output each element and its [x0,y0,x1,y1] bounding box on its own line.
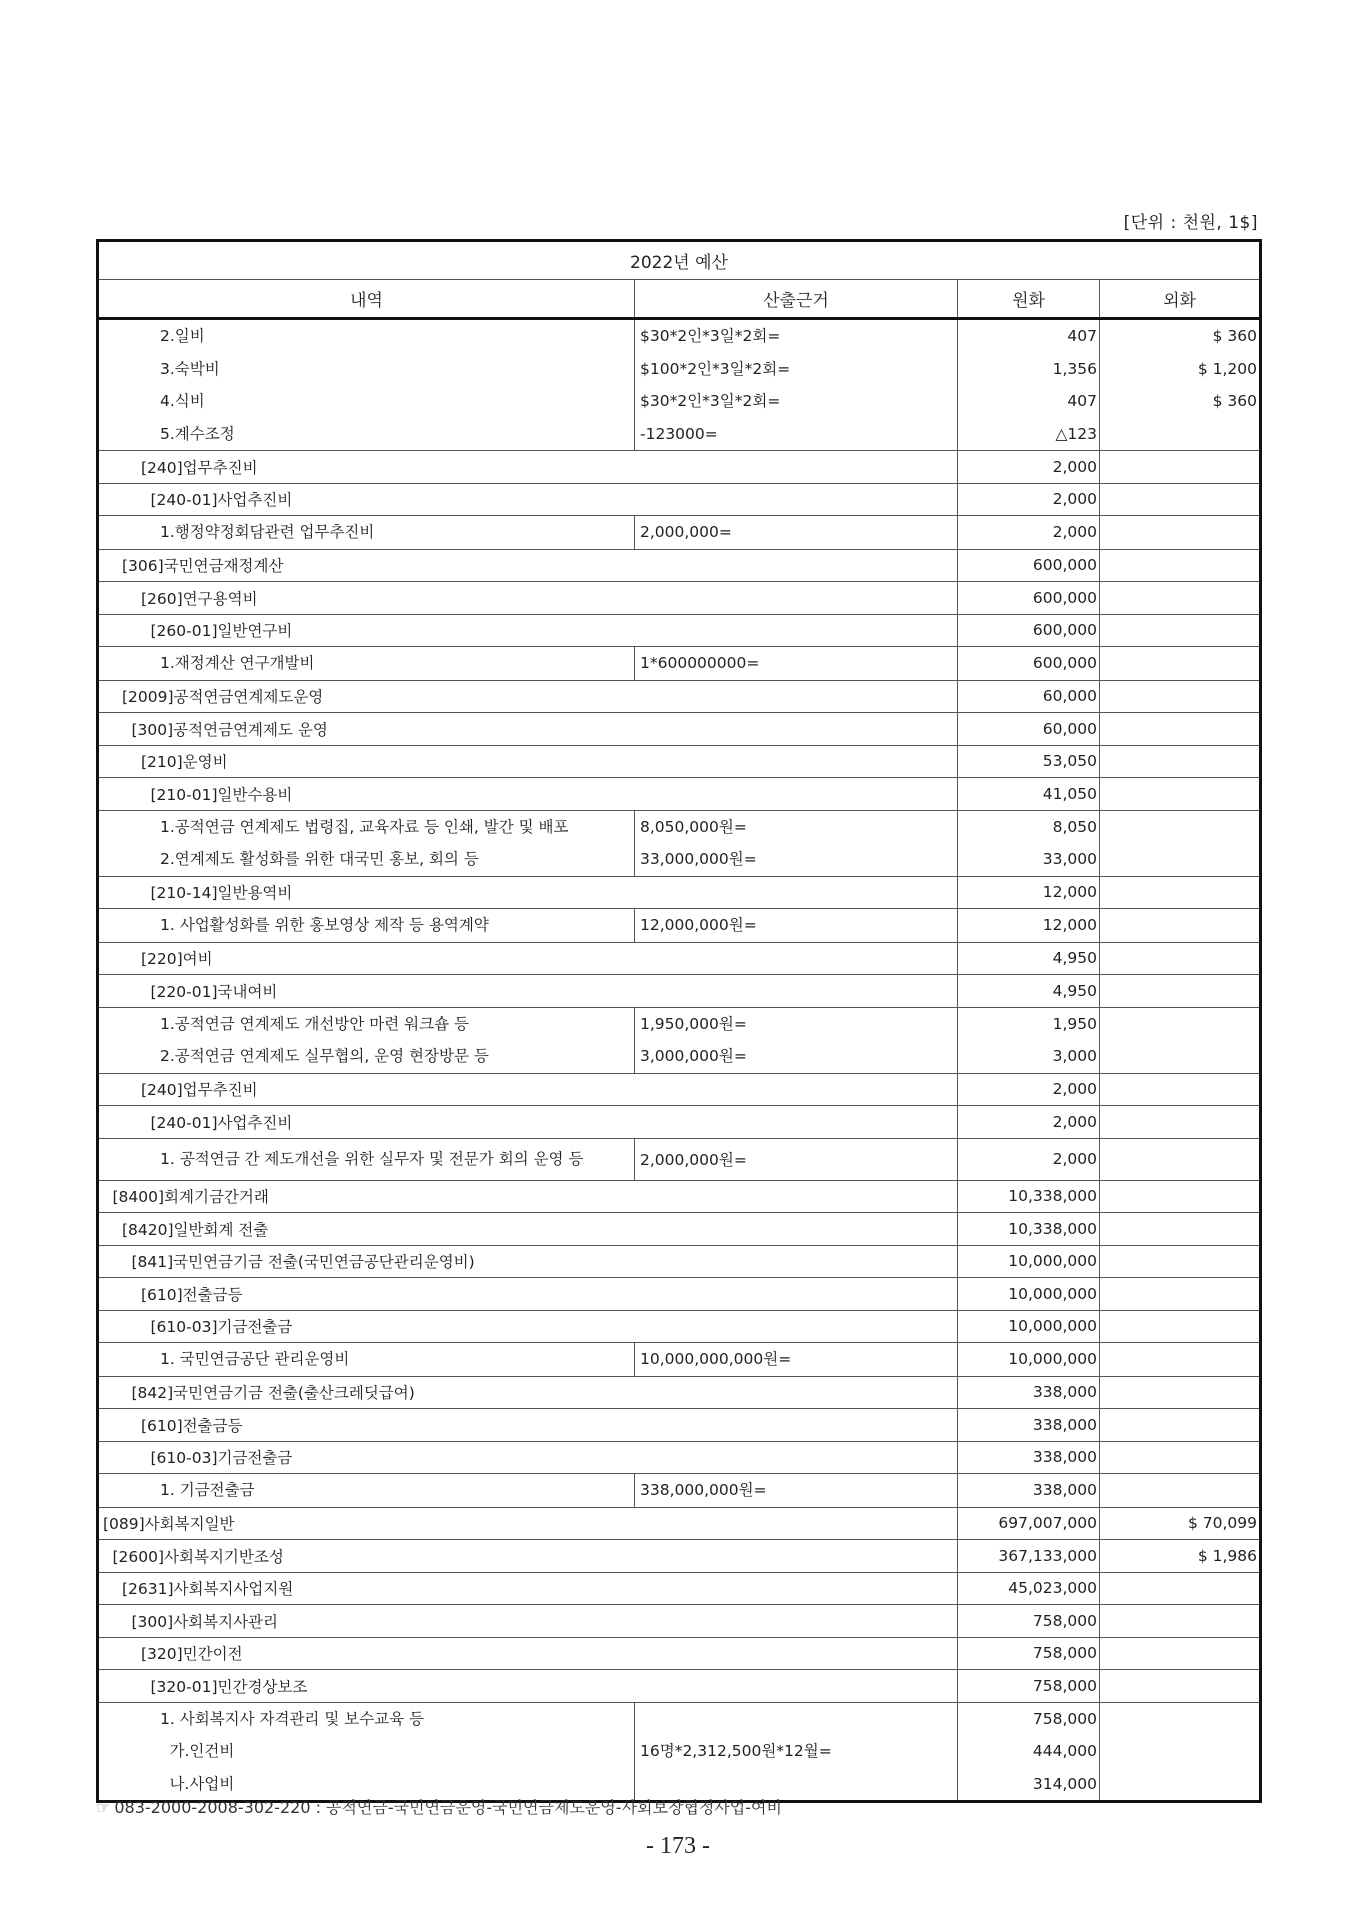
foreign-amount [1100,713,1261,746]
krw-amount: 10,000,000 [958,1310,1100,1343]
item-name: [220]여비 [98,942,958,975]
krw-amount: 33,000 [1042,850,1097,868]
item-name: 1.공적연금 연계제도 개선방안 마련 워크숍 등 [160,1014,469,1033]
foreign-amount [1100,1605,1261,1638]
krw-amount: 10,338,000 [958,1180,1100,1213]
krw-amount: 10,000,000 [1008,1350,1097,1368]
krw-amount: 2,000 [958,451,1100,484]
foreign-amount [1100,745,1261,778]
item-name: 2.연계제도 활성화를 위한 대국민 홍보, 회의 등 [160,850,479,868]
item-name-group [98,1702,635,1802]
krw-amount: 2,000 [1052,523,1097,541]
foreign-amount-group [1100,1007,1261,1073]
foreign-amount [1100,811,1257,844]
foreign-amount [1100,647,1257,680]
foreign-amount [1100,1073,1261,1106]
krw-amount: 10,000,000 [958,1278,1100,1311]
table-row [98,713,1261,746]
lines [1100,1474,1257,1507]
foreign-amount [1100,1768,1257,1801]
foreign-amount [1100,483,1261,516]
item-name: [240-01]사업추진비 [98,1106,958,1139]
table-row [98,1180,1261,1213]
foreign-amount [1100,1343,1257,1376]
item-name: [260]연구용역비 [98,582,958,615]
foreign-amount [1100,1138,1261,1180]
calculation-basis: $30*2인*3일*2회= [640,392,781,410]
krw-amount: 314,000 [1032,1774,1097,1793]
table-body [98,319,1261,1802]
calculation-basis: 2,000,000= [640,523,732,541]
table-row [98,483,1261,516]
footnote [96,1795,782,1818]
item-name: 1. 사회복지사 자격관리 및 보수교육 등 [160,1709,425,1728]
lines [958,1703,1097,1801]
item-name: 1.재정계산 연구개발비 [160,654,315,672]
table-row [98,1376,1261,1409]
krw-amount: 2,000 [958,1106,1100,1139]
krw-amount: 2,000 [958,483,1100,516]
calculation-basis: -123000= [640,424,718,443]
krw-amount: 53,050 [958,745,1100,778]
lines [640,647,957,680]
item-name: [320-01]민간경상보조 [98,1670,958,1703]
item-name-group [98,1007,635,1073]
krw-amount: 600,000 [958,549,1100,582]
foreign-amount-group [1100,647,1261,681]
krw-amount: 338,000 [958,1409,1100,1442]
item-name: [2009]공적연금연계제도운영 [98,680,958,713]
foreign-amount [1100,1376,1261,1409]
item-name: 2.공적연금 연계제도 실무협의, 운영 현장방문 등 [160,1047,489,1065]
item-name: [089]사회복지일반 [98,1507,958,1540]
foreign-amount [1100,1008,1257,1041]
units-label: [단위 : 천원, 1$] [1123,213,1258,233]
foreign-amount [1100,614,1261,647]
table-row [98,975,1261,1008]
krw-amount: 444,000 [1032,1742,1097,1760]
calculation-basis: 2,000,000원= [635,1138,958,1180]
foreign-amount [1100,549,1261,582]
table-title: 2022년 예산 [98,241,1261,280]
budget-table [96,239,1262,1803]
table-row [98,810,1261,876]
lines [640,1343,957,1376]
foreign-amount [1100,975,1261,1008]
calculation-basis: 8,050,000원= [640,817,747,836]
foreign-amount [1100,1106,1261,1139]
calculation-basis: $100*2인*3일*2회= [640,359,791,378]
table-row [98,647,1261,681]
lines [99,1474,634,1507]
table-row [98,1572,1261,1605]
lines [958,320,1097,450]
item-name: 나.사업비 [169,1774,235,1793]
krw-amount-group [958,319,1100,451]
lines [99,320,634,450]
item-name: [610]전출금등 [98,1409,958,1442]
item-name: [210-01]일반수용비 [98,778,958,811]
item-name: 1. 국민연금공단 관리운영비 [160,1350,350,1368]
calculation-basis: $30*2인*3일*2회= [640,327,781,345]
krw-amount: 407 [1067,392,1097,410]
item-name: 4.식비 [160,392,205,410]
krw-amount: 41,050 [958,778,1100,811]
table-row [98,1409,1261,1442]
lines [99,1343,634,1376]
krw-amount: 367,133,000 [958,1540,1100,1573]
lines [1100,1343,1257,1376]
krw-amount: 4,950 [958,975,1100,1008]
table-row [98,1637,1261,1670]
item-name-group [98,516,635,550]
krw-amount: 3,000 [1052,1047,1097,1065]
calculation-basis: 338,000,000원= [640,1481,767,1499]
foreign-amount-group [1100,1702,1261,1802]
krw-amount: 758,000 [958,1605,1100,1638]
item-name: [842]국민연금기금 전출(출산크레딧급여) [98,1376,958,1409]
item-name: [8420]일반회계 전출 [98,1213,958,1246]
table-row [98,1343,1261,1377]
foreign-amount-group [1100,516,1261,550]
lines [1100,1008,1257,1073]
table-row [98,1441,1261,1474]
table-row [98,1474,1261,1508]
item-name-group [98,319,635,451]
foreign-amount [1100,843,1257,876]
table-row [98,1507,1261,1540]
lines [958,1343,1097,1376]
calculation-basis: 3,000,000원= [640,1047,747,1065]
calculation-basis: 1*600000000= [640,654,760,672]
lines [958,1474,1097,1507]
krw-amount: 338,000 [958,1441,1100,1474]
lines [1100,811,1257,876]
page-number: - 173 - [646,1833,710,1859]
krw-amount: 697,007,000 [958,1507,1100,1540]
foreign-amount-group [1100,909,1261,943]
foreign-amount-group [1100,1343,1261,1377]
item-name: [610-03]기금전출금 [98,1310,958,1343]
krw-amount: 4,950 [958,942,1100,975]
krw-amount: 600,000 [1032,654,1097,672]
item-name: [300]사회복지사관리 [98,1605,958,1638]
item-name: 1. 공적연금 간 제도개선을 위한 실무자 및 전문가 회의 운영 등 [98,1138,635,1180]
item-name: 1.공적연금 연계제도 법령집, 교육자료 등 인쇄, 발간 및 배포 [160,817,569,836]
foreign-amount [1100,451,1261,484]
item-name: [306]국민연금재정계산 [98,549,958,582]
table-row [98,1605,1261,1638]
table-row [98,1702,1261,1802]
krw-amount-group [958,1007,1100,1073]
item-name: [240]업무추진비 [98,1073,958,1106]
krw-amount: 60,000 [958,680,1100,713]
foreign-amount-group [1100,810,1261,876]
item-name: [320]민간이전 [98,1637,958,1670]
table-row [98,680,1261,713]
krw-amount: 45,023,000 [958,1572,1100,1605]
item-name: 1. 사업활성화를 위한 홍보영상 제작 등 용역계약 [160,916,489,934]
krw-amount-group [958,516,1100,550]
item-name: [240-01]사업추진비 [98,483,958,516]
lines [640,320,957,450]
lines [958,909,1097,942]
foreign-amount [1100,680,1261,713]
foreign-amount [1100,1310,1261,1343]
krw-amount-group [958,810,1100,876]
item-name: [210-14]일반용역비 [98,876,958,909]
table-row [98,1245,1261,1278]
foreign-amount [1100,1278,1261,1311]
item-name: [220-01]국내여비 [98,975,958,1008]
krw-amount: 2,000 [958,1073,1100,1106]
krw-amount: 1,356 [1052,359,1097,378]
krw-amount: 1,950 [1052,1014,1097,1033]
item-name: 1. 기금전출금 [160,1481,255,1499]
foreign-amount [1100,1180,1261,1213]
krw-amount: 600,000 [958,614,1100,647]
table-row [98,451,1261,484]
foreign-amount: $ 360 [1212,392,1257,410]
krw-amount-group [958,1343,1100,1377]
krw-amount: 758,000 [1032,1709,1097,1728]
table-row [98,1138,1261,1180]
lines [640,516,957,549]
krw-amount: 10,338,000 [958,1213,1100,1246]
foreign-amount-group [1100,1474,1261,1508]
lines [640,811,957,876]
foreign-amount-group [1100,319,1261,451]
table-row [98,942,1261,975]
foreign-amount [1100,1637,1261,1670]
item-name: [210]운영비 [98,745,958,778]
calculation-basis-group [635,909,958,943]
krw-amount: 10,000,000 [958,1245,1100,1278]
calculation-basis: 33,000,000원= [640,850,757,868]
lines [1100,1703,1257,1801]
table-row [98,1106,1261,1139]
foreign-amount [1100,418,1257,451]
table-row [98,778,1261,811]
calculation-basis-group [635,1343,958,1377]
table-row [98,319,1261,451]
lines [99,811,634,876]
calculation-basis: 10,000,000,000원= [640,1350,792,1368]
column-header-foreign-currency: 외화 [1100,280,1261,319]
foreign-amount [1100,942,1261,975]
foreign-amount [1100,876,1261,909]
table-row [98,909,1261,943]
table-row [98,614,1261,647]
calculation-basis: 16명*2,312,500원*12월= [640,1742,832,1760]
lines [958,1008,1097,1073]
table-row [98,1540,1261,1573]
calculation-basis-group [635,319,958,451]
table-row [98,1073,1261,1106]
calculation-basis: 12,000,000원= [640,916,757,934]
table-row [98,745,1261,778]
item-name: 1.행정약정회담관련 업무추진비 [160,523,375,541]
table-row [98,876,1261,909]
krw-amount: 338,000 [958,1376,1100,1409]
table-row [98,1007,1261,1073]
lines [640,1008,957,1073]
footnote-text: 083-2000-2008-302-220 : 공적연금-국민연금운영-국민연금제도운영-사회보장협정사업-여비 [114,1798,782,1817]
column-header-calculation-basis: 산출근거 [635,280,958,319]
column-header-krw: 원화 [958,280,1100,319]
lines [640,909,957,942]
item-name: [300]공적연금연계제도 운영 [98,713,958,746]
calculation-basis-group [635,810,958,876]
krw-amount: 8,050 [1052,817,1097,836]
foreign-amount [1100,1474,1257,1507]
lines [958,811,1097,876]
item-name: [2600]사회복지기반조성 [98,1540,958,1573]
krw-amount: △123 [1055,424,1097,443]
item-name: 2.일비 [160,327,205,345]
item-name: [260-01]일반연구비 [98,614,958,647]
foreign-amount [1100,1409,1261,1442]
foreign-amount [1100,778,1261,811]
krw-amount: 12,000 [958,876,1100,909]
foreign-amount [1100,1572,1261,1605]
table-row [98,1213,1261,1246]
calculation-basis-group [635,1474,958,1508]
item-name: 가.인건비 [169,1742,235,1760]
column-header-description: 내역 [98,280,635,319]
foreign-amount [1100,1703,1257,1736]
item-name: 3.숙박비 [160,359,220,378]
table-row [98,1670,1261,1703]
calculation-basis: 1,950,000원= [640,1014,747,1033]
foreign-amount [1100,1213,1261,1246]
item-name: [841]국민연금기금 전출(국민연금공단관리운영비) [98,1245,958,1278]
lines [1100,516,1257,549]
lines [99,516,634,549]
table-row [98,549,1261,582]
lines [640,1735,957,1768]
table-row [98,1310,1261,1343]
krw-amount: 758,000 [958,1670,1100,1703]
krw-amount: 758,000 [958,1637,1100,1670]
calculation-basis-group [635,1007,958,1073]
item-name-group [98,810,635,876]
lines [1100,647,1257,680]
item-name-group [98,1343,635,1377]
foreign-amount [1100,909,1257,942]
item-name: [610]전출금등 [98,1278,958,1311]
item-name: [240]업무추진비 [98,451,958,484]
calculation-basis-group [635,1702,958,1802]
lines [958,516,1097,549]
item-name: [2631]사회복지사업지원 [98,1572,958,1605]
table-row [98,582,1261,615]
lines [1100,909,1257,942]
krw-amount: 12,000 [1042,916,1097,934]
foreign-amount [1100,1040,1257,1073]
item-name: [8400]회계기금간거래 [98,1180,958,1213]
krw-amount-group [958,909,1100,943]
item-name-group [98,1474,635,1508]
calculation-basis-group [635,516,958,550]
lines [99,1703,634,1801]
calculation-basis-group [635,647,958,681]
lines [99,1008,634,1073]
item-name-group [98,909,635,943]
table-row [98,516,1261,550]
foreign-amount: $ 1,200 [1197,359,1257,378]
lines [99,647,634,680]
krw-amount-group [958,1702,1100,1802]
foreign-amount [1100,1441,1261,1474]
foreign-amount [1100,516,1257,549]
lines [99,909,634,942]
krw-amount: 338,000 [1032,1481,1097,1499]
table-row [98,1278,1261,1311]
krw-amount: 2,000 [958,1138,1100,1180]
krw-amount: 407 [1067,327,1097,345]
krw-amount-group [958,1474,1100,1508]
foreign-amount [1100,1735,1257,1768]
foreign-amount: $ 1,986 [1100,1540,1261,1573]
krw-amount: 60,000 [958,713,1100,746]
item-name-group [98,647,635,681]
foreign-amount [1100,1670,1261,1703]
lines [640,1474,957,1507]
item-name: [610-03]기금전출금 [98,1441,958,1474]
pointing-hand-icon: ☞ [96,1798,111,1817]
foreign-amount: $ 360 [1212,327,1257,345]
krw-amount-group [958,647,1100,681]
krw-amount: 600,000 [958,582,1100,615]
foreign-amount [1100,1245,1261,1278]
lines [958,647,1097,680]
item-name: 5.계수조정 [160,424,235,443]
foreign-amount [1100,582,1261,615]
foreign-amount: $ 70,099 [1100,1507,1261,1540]
lines [1100,320,1257,450]
